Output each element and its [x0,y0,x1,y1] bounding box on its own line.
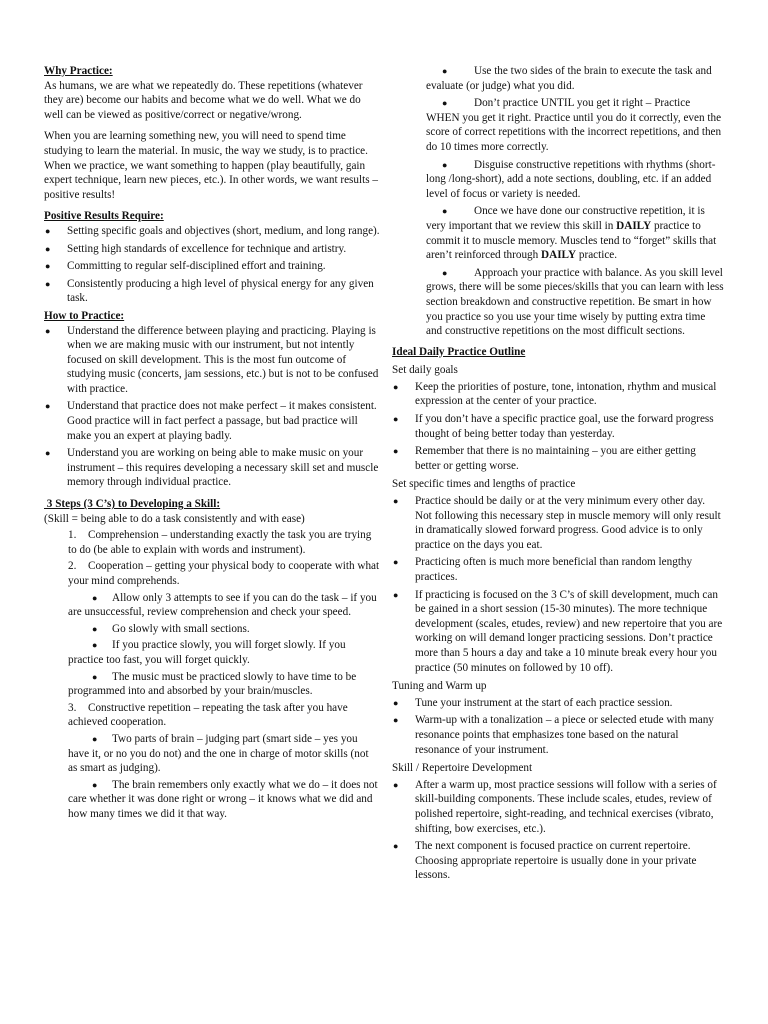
why-practice-paragraph-1: As humans, we are what we repeatedly do. These repetitions (whatever they are) become our habits and become what we do well. What we do well can be viewed as positive/correct or negative/wrong. [44,79,363,121]
positive-results-list [44,224,380,306]
bullet-icon: ● [442,159,448,170]
bullet-icon: ● [92,779,98,790]
sub-item [68,670,380,699]
sub-item-text: Use the two sides of the brain to execute the task and evaluate (or judge) what you did. [426,65,712,92]
section-label: Skill / Repertoire Development [392,762,533,775]
sub-item [68,732,380,776]
ideal-outline-heading: Ideal Daily Practice Outline [392,345,526,358]
sub-item-text: Two parts of brain – judging part (smart side – yes you have it, or no you do not) and the one in charge of motor skills (not as smart as judging). [68,732,369,775]
sub-item-text: The brain remembers only exactly what we do – it does not care whether it was done right or wrong – it knows what we did and how many times we did it that way. [68,778,378,820]
positive-results-heading: Positive Results Require: [44,210,164,223]
sub-item-text: Disguise constructive repetitions with rhythms (short-long /long-short), add a note sections, doubling, etc. if an added level of focus or variety is needed. [426,158,716,200]
section-label: Set specific times and lengths of practice [392,478,576,491]
list-item: ● Setting specific goals and objectives (short, medium, and long range). [44,224,380,239]
list-item: ● Practice should be daily or at the very minimum every other day. Not following this necessary step in muscle memory will only result in dramatically slowed forward progress. Good advice is to only practice on the days you eat. [392,494,724,552]
bullet-icon: ● [442,267,448,278]
daily-review-item [426,204,724,262]
skill-list [392,778,724,883]
list-item: ● The next component is focused practice on current repertoire. Choosing appropriate repertoire is usually done in your private lessons. [392,839,724,883]
list-item: ● Committing to regular self-disciplined effort and training. [44,259,380,274]
list-item: ● If you don’t have a specific practice goal, use the forward progress thought of being better today than yesterday. [392,412,724,441]
sub-item-text: Approach your practice with balance. As you skill level grows, there will be some pieces/skills that you can learn with less section breakdown and constructive repetition. Be smart in how you practice so you use your time wisely by putting extra time and constructive repetitions on the most difficult sections. [426,266,724,338]
step-text: Comprehension – understanding exactly the task you are trying to do (be able to explain with words and instrument). [68,529,372,556]
goals-list [392,380,724,474]
sub-item [68,778,380,822]
sub-item [68,622,380,637]
step-3 [68,701,380,730]
step-1 [68,528,380,557]
step-number: 1. [68,529,77,542]
how-to-practice-heading: How to Practice: [44,309,125,322]
step-number: 3. [68,701,77,714]
sub-item [426,64,724,93]
list-item: ● Warm-up with a tonalization – a piece or selected etude with many resonance points that emphasizes tone based on the natural resonance of your instrument. [392,713,724,757]
list-item: ● Consistently producing a high level of physical energy for any given task. [44,277,380,306]
list-item: ● If practicing is focused on the 3 C’s of skill development, much can be gained in a short session (15-30 minutes). The more technique development (scales, etudes, review) and new repertoire that you are working on will demand longer practicing sessions. Don’t practice more than 5 hours a day and take a 10 minute break every hour you practice (50 minutes on followed by 10 off). [392,588,724,676]
section-label: Set daily goals [392,364,458,377]
bullet-icon: ● [442,66,448,76]
sub-item-text: Don’t practice UNTIL you get it right – Practice WHEN you get it right. Practice until you do it correctly, even the score of correct repetitions with the incorrect repetitions, and then do 10 times more correctly. [426,97,722,153]
sub-item-text: Once we have done our constructive repetition, it is very important that we review this skill in [426,205,705,232]
bullet-icon: ● [92,640,98,651]
step-text: Constructive repetition – repeating the task after you have achieved cooperation. [68,701,348,729]
skill-definition: (Skill = being able to do a task consistently and with ease) [44,512,305,525]
bullet-icon: ● [92,623,98,634]
bullet-icon: ● [442,98,448,109]
daily-emphasis: DAILY [616,219,652,232]
sub-item-text: If you practice slowly, you will forget slowly. If you practice too fast, you will forget quickly. [68,639,346,666]
step-2 [68,559,380,588]
three-steps-heading: 3 Steps (3 C’s) to Developing a Skill: [44,498,221,511]
list-item: ● Setting high standards of excellence for technique and artistry. [44,242,380,257]
list-item: ● Understand you are working on being able to make music on your instrument – this requires developing a necessary skill set and muscle memory through individual practice. [44,446,380,490]
sub-item-text: Allow only 3 attempts to see if you can do the task – if you are unsuccessful, review comprehension and check your speed. [68,591,377,619]
bullet-icon: ● [92,592,98,603]
sub-item-text: The music must be practiced slowly to have time to be programmed into and absorbed by your brain/muscles. [68,670,357,698]
daily-emphasis: DAILY [541,249,577,262]
sub-item [426,158,724,202]
list-item: ● Keep the priorities of posture, tone, intonation, rhythm and musical expression at the center of your practice. [392,380,724,409]
sub-item [426,266,724,339]
how-to-practice-list [44,324,380,491]
sub-item-text: practice. [576,249,618,262]
times-list [392,494,724,675]
list-item: ● Practicing often is much more beneficial than random lengthy practices. [392,555,724,584]
tuning-list [392,696,724,757]
section-label: Tuning and Warm up [392,680,487,693]
sub-item [68,638,380,667]
list-item: ● Remember that there is no maintaining – you are either getting better or getting worse. [392,444,724,473]
list-item: ● Understand that practice does not make perfect – it makes consistent. Good practice will in fact perfect a passage, but bad practice will make you an expert at playing badly. [44,399,380,443]
list-item: ● Understand the difference between playing and practicing. Playing is when we are making music with our instrument, but not intently focused on skill development. This is the most fun outcome of studying music (concerts, jam sessions, etc.) but is not to be confused with practice. [44,324,380,397]
list-item: ● Tune your instrument at the start of each practice session. [392,696,724,711]
sub-item [68,591,380,620]
bullet-icon: ● [92,671,98,682]
list-item: ● After a warm up, most practice sessions will follow with a series of skill-building components. These include scales, etudes, review of polished repertoire, sight-reading, and technical exercises (vibrato, shifting, bow exercises, etc.). [392,778,724,836]
bullet-icon: ● [92,733,98,744]
why-practice-paragraph-2: When you are learning something new, you will need to spend time studying to learn the material. In music, the way we study, is to practice. When we practice, we want something to happen (play beautifully, gain expert technique, learn new pieces, etc.). In other words, we want results – positive results! [44,130,378,201]
left-column [44,64,380,822]
step-number: 2. [68,560,77,573]
bullet-icon: ● [442,206,448,217]
sub-item-text: Go slowly with small sections. [112,622,250,635]
sub-item-text: practice to commit it to muscle memory. Muscles tend to “forget” skills that aren’t reinforced through [426,219,717,262]
step-text: Cooperation – getting your physical body to cooperate with what your mind comprehends. [68,560,380,587]
sub-item [426,96,724,154]
right-column [392,64,724,886]
why-practice-heading: Why Practice: [44,65,113,77]
